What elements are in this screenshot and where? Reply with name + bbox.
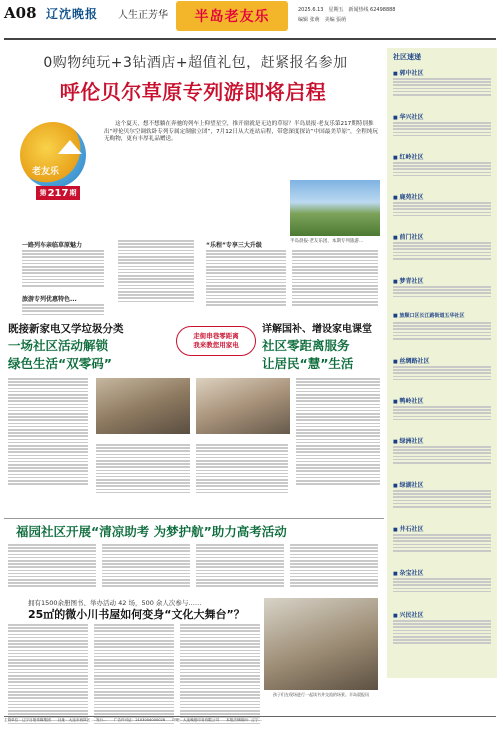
story1-headline-2: 一场社区活动解锁 (8, 338, 109, 353)
feature-subhead-2: 旅游专列优惠特色... (22, 296, 77, 303)
community-news-sidebar (387, 48, 497, 678)
sidebar-text-7 (393, 366, 491, 380)
section-name: 人生正芳华 (118, 10, 168, 21)
sidebar-item-13: ■ 兴民社区 (393, 610, 423, 619)
sidebar-text-11 (393, 534, 491, 552)
reading-room-photo (264, 598, 378, 690)
sidebar-item-4: ■ 前门社区 (393, 232, 423, 241)
story1-photo (96, 378, 190, 434)
page-footer: 主管单位：辽宁日报传媒集团 社址：大连市西岗区 ... 发行... 广告许可证：2103004000028 印刷：大连晚报印务有限公司 本报法律顾问：辽宁... (4, 718, 262, 722)
sidebar-item-9: ■ 绿洲社区 (393, 436, 423, 445)
feature-subhead-1: 一路列车亲临草原魅力 (22, 242, 83, 249)
sidebar-item-7: ■ 丝绸路社区 (393, 356, 429, 365)
sidebar-item-3: ■ 鹿苑社区 (393, 192, 423, 201)
grassland-photo-caption: 半岛晨报·老友乐团，本期专列旅游... (290, 239, 364, 244)
feature-body-col-1b (22, 304, 104, 315)
column-logo-text: 半岛老友乐 (194, 9, 270, 25)
sidebar-text-12 (393, 578, 491, 592)
sidebar-item-2: ■ 红岭社区 (393, 152, 423, 161)
sidebar-item-6: ■ 旅顺口区长江路街道五华社区 (393, 312, 464, 319)
sidebar-item-1: ■ 华兴社区 (393, 112, 423, 121)
sidebar-text-4 (393, 242, 491, 260)
feature-lead: 这个夏天，想不想躺在奔驰的列车上仰望星空，推开窗就是无边的草原？半岛晨报·老友乐第217期特别推出“呼伦贝尔空调软卧专列专属定制旅立团”，7月12日从大连站启程，带您深度探访“中国最美草原”，全程纯玩无购物，更有丰厚礼品赠送。 (104, 121, 378, 143)
grassland-photo (290, 180, 380, 236)
header-divider (4, 38, 496, 40)
story1-body-2 (96, 444, 190, 493)
story2-body-1 (196, 444, 288, 493)
story1-headline-1: 既接新家电又学垃圾分类 (8, 323, 124, 335)
footer-divider (4, 716, 496, 717)
issue-suffix: 期 (69, 189, 77, 197)
sidebar-item-10: ■ 绿湖社区 (393, 480, 423, 489)
story2-headline-3: 让居民“慧”生活 (262, 356, 354, 371)
bottom-body-1b (102, 544, 190, 587)
bottom-headline-1: 福园社区开展“清凉助考 为梦护航”助力高考活动 (16, 524, 287, 539)
sidebar-item-11: ■ 井石社区 (393, 524, 423, 533)
story2-headline-1: 详解国补、增设家电课堂 (262, 324, 372, 335)
sidebar-text-9 (393, 446, 491, 464)
emblem-circle (20, 122, 86, 188)
feature-headline: 呼伦贝尔草原专列游即将启程 (59, 80, 327, 104)
sidebar-text-2 (393, 162, 491, 176)
sidebar-text-0 (393, 78, 491, 96)
sidebar-text-5 (393, 286, 491, 297)
story1-body-1 (8, 378, 88, 485)
sidebar-text-8 (393, 406, 491, 420)
newspaper-logo: 辽沈晚报 (46, 7, 99, 21)
emblem-text: 老友乐 (32, 167, 60, 177)
date-line: 2025.6.13 星期五 新闻热线 62498888 (298, 7, 396, 13)
sidebar-title: 社区速递 (393, 53, 421, 61)
story2-body-2 (296, 378, 380, 485)
story2-headline-2: 社区零距离服务 (262, 338, 350, 353)
feature-subhead-3: “乐程”专享三大升级 (206, 242, 262, 249)
story-badge (176, 326, 256, 356)
bottom-body-2a (8, 624, 88, 724)
bottom-divider (4, 518, 384, 519)
editor-line: 编辑 张萌 美编 張萌 (298, 17, 347, 23)
badge-line-2: 我来教您用家电 (193, 341, 239, 349)
column-emblem (18, 122, 96, 204)
sidebar-item-0: ■ 郭中社区 (393, 68, 423, 77)
bottom-kicker-2: 拥有1500余册图书、举办活动 42 场，500 余人次参与…… (28, 599, 202, 607)
sidebar-item-5: ■ 梦青社区 (393, 276, 423, 285)
sidebar-text-6 (393, 322, 491, 340)
page-header (0, 0, 500, 46)
issue-badge (36, 186, 80, 200)
story1-headline-3: 绿色生活“双零码” (8, 356, 112, 371)
feature-kicker: 0购物纯玩+3钻酒店+超值礼包，赶紧报名参加 (43, 55, 348, 71)
bottom-body-1d (290, 544, 378, 587)
bottom-body-1a (8, 544, 96, 587)
sidebar-text-13 (393, 620, 491, 644)
sidebar-item-8: ■ 鸭岭社区 (393, 396, 423, 405)
yurt-icon (58, 140, 82, 154)
column-logo (176, 1, 288, 31)
bottom-body-2c (180, 624, 260, 724)
issue-prefix: 第 (39, 189, 47, 197)
sidebar-item-12: ■ 杂宝社区 (393, 568, 423, 577)
feature-body-col-2 (118, 240, 194, 302)
date-block (298, 6, 396, 24)
bottom-body-2b (94, 624, 174, 724)
story2-photo (196, 378, 290, 434)
bottom-body-1c (196, 544, 284, 587)
issue-number: 217 (47, 187, 69, 199)
feature-body-col-3 (206, 250, 286, 306)
page-number: A08 (4, 4, 37, 22)
bottom-headline-2: 25㎡的微小川书屋如何变身“文化大舞台”？ (28, 608, 245, 621)
feature-body-col-4 (292, 250, 378, 306)
sidebar-text-1 (393, 122, 491, 136)
feature-body-col-1 (22, 250, 104, 287)
badge-line-1: 走街串巷零距离 (193, 332, 239, 340)
sidebar-text-10 (393, 490, 491, 508)
reading-room-photo-caption: 孩子们在现场进行一起读书并交流的场景。半岛晨报讯 (273, 692, 369, 697)
sidebar-text-3 (393, 202, 491, 216)
